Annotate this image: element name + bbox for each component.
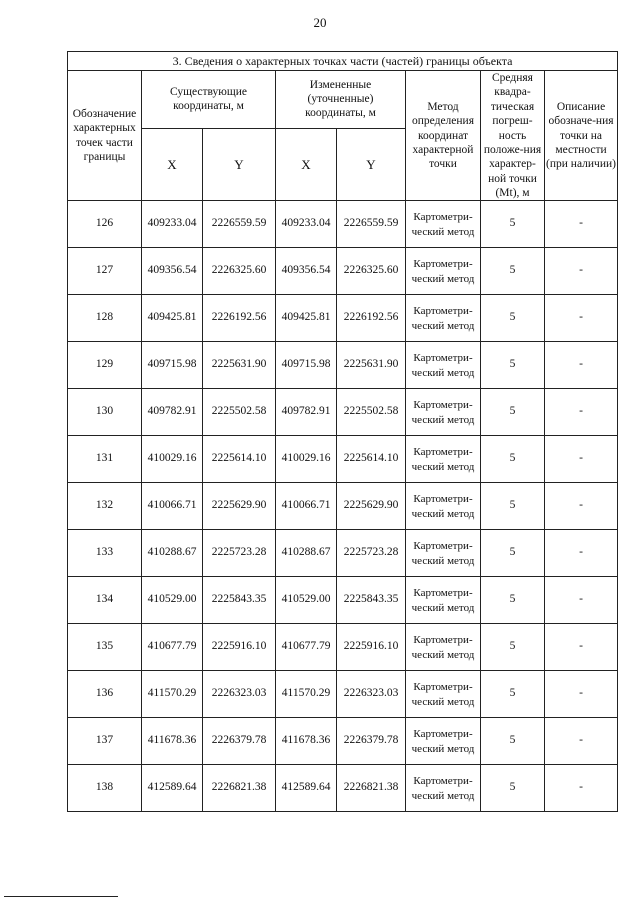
changed-y-cell: 2226192.56 [337, 295, 406, 342]
description-cell: - [545, 765, 618, 812]
existing-x-cell: 409233.04 [142, 201, 203, 248]
existing-y-cell: 2226821.38 [203, 765, 276, 812]
existing-x-cell: 409356.54 [142, 248, 203, 295]
changed-x-cell: 409233.04 [276, 201, 337, 248]
existing-y-cell: 2225614.10 [203, 436, 276, 483]
point-id-cell: 127 [68, 248, 142, 295]
table-row [68, 483, 618, 530]
point-id-cell: 138 [68, 765, 142, 812]
method-cell: Картометри-ческий метод [406, 295, 481, 342]
method-cell: Картометри-ческий метод [406, 389, 481, 436]
point-id-cell: 137 [68, 718, 142, 765]
table-row [68, 201, 618, 248]
accuracy-cell: 5 [481, 483, 545, 530]
accuracy-cell: 5 [481, 342, 545, 389]
changed-x-cell: 409715.98 [276, 342, 337, 389]
existing-x-cell: 410529.00 [142, 577, 203, 624]
table-row [68, 295, 618, 342]
existing-y-cell: 2226379.78 [203, 718, 276, 765]
description-cell: - [545, 201, 618, 248]
changed-y-cell: 2226325.60 [337, 248, 406, 295]
existing-x-cell: 412589.64 [142, 765, 203, 812]
table-row [68, 389, 618, 436]
method-cell: Картометри-ческий метод [406, 624, 481, 671]
changed-y-cell: 2225629.90 [337, 483, 406, 530]
point-id-cell: 128 [68, 295, 142, 342]
method-cell: Картометри-ческий метод [406, 765, 481, 812]
header-changed-x: X [276, 128, 337, 201]
header-existing-x: X [142, 128, 203, 201]
accuracy-cell: 5 [481, 718, 545, 765]
changed-x-cell: 409425.81 [276, 295, 337, 342]
point-id-cell: 126 [68, 201, 142, 248]
point-id-cell: 135 [68, 624, 142, 671]
description-cell: - [545, 577, 618, 624]
header-changed: Измененные (уточненные) координаты, м [276, 71, 406, 129]
existing-y-cell: 2226323.03 [203, 671, 276, 718]
method-cell: Картометри-ческий метод [406, 671, 481, 718]
point-id-cell: 130 [68, 389, 142, 436]
accuracy-cell: 5 [481, 530, 545, 577]
boundary-points-table [67, 51, 618, 812]
header-method: Метод определения координат характерной точки [406, 71, 481, 201]
changed-y-cell: 2225916.10 [337, 624, 406, 671]
changed-x-cell: 410288.67 [276, 530, 337, 577]
description-cell: - [545, 483, 618, 530]
accuracy-cell: 5 [481, 389, 545, 436]
changed-x-cell: 410677.79 [276, 624, 337, 671]
description-cell: - [545, 248, 618, 295]
footnote-separator [4, 896, 118, 897]
method-cell: Картометри-ческий метод [406, 248, 481, 295]
table-row [68, 342, 618, 389]
description-cell: - [545, 671, 618, 718]
table-row [68, 624, 618, 671]
table-row [68, 436, 618, 483]
table-row [68, 530, 618, 577]
changed-y-cell: 2225631.90 [337, 342, 406, 389]
method-cell: Картометри-ческий метод [406, 342, 481, 389]
method-cell: Картометри-ческий метод [406, 201, 481, 248]
existing-x-cell: 409715.98 [142, 342, 203, 389]
table-row [68, 248, 618, 295]
header-changed-y: Y [337, 128, 406, 201]
changed-x-cell: 410066.71 [276, 483, 337, 530]
accuracy-cell: 5 [481, 671, 545, 718]
changed-y-cell: 2226821.38 [337, 765, 406, 812]
accuracy-cell: 5 [481, 295, 545, 342]
existing-y-cell: 2226325.60 [203, 248, 276, 295]
page-number: 20 [313, 15, 327, 30]
changed-y-cell: 2225843.35 [337, 577, 406, 624]
existing-y-cell: 2225502.58 [203, 389, 276, 436]
existing-y-cell: 2225631.90 [203, 342, 276, 389]
accuracy-cell: 5 [481, 201, 545, 248]
changed-x-cell: 411570.29 [276, 671, 337, 718]
changed-x-cell: 411678.36 [276, 718, 337, 765]
changed-y-cell: 2225614.10 [337, 436, 406, 483]
table-row [68, 577, 618, 624]
existing-x-cell: 409425.81 [142, 295, 203, 342]
header-accuracy: Средняя квадра-тическая погреш-ность положе-ния характер-ной точки (Mt), м [481, 71, 545, 201]
point-id-cell: 136 [68, 671, 142, 718]
description-cell: - [545, 718, 618, 765]
changed-x-cell: 410529.00 [276, 577, 337, 624]
existing-y-cell: 2225916.10 [203, 624, 276, 671]
existing-x-cell: 411570.29 [142, 671, 203, 718]
point-id-cell: 133 [68, 530, 142, 577]
point-id-cell: 132 [68, 483, 142, 530]
accuracy-cell: 5 [481, 765, 545, 812]
table-row [68, 718, 618, 765]
changed-x-cell: 410029.16 [276, 436, 337, 483]
table-title: 3. Сведения о характерных точках части (частей) границы объекта [68, 52, 618, 71]
description-cell: - [545, 530, 618, 577]
changed-y-cell: 2226559.59 [337, 201, 406, 248]
method-cell: Картометри-ческий метод [406, 436, 481, 483]
description-cell: - [545, 624, 618, 671]
method-cell: Картометри-ческий метод [406, 483, 481, 530]
existing-y-cell: 2225629.90 [203, 483, 276, 530]
changed-x-cell: 409356.54 [276, 248, 337, 295]
changed-y-cell: 2226323.03 [337, 671, 406, 718]
existing-x-cell: 410677.79 [142, 624, 203, 671]
description-cell: - [545, 342, 618, 389]
changed-x-cell: 412589.64 [276, 765, 337, 812]
existing-x-cell: 411678.36 [142, 718, 203, 765]
point-id-cell: 129 [68, 342, 142, 389]
method-cell: Картометри-ческий метод [406, 530, 481, 577]
changed-y-cell: 2225502.58 [337, 389, 406, 436]
existing-y-cell: 2225843.35 [203, 577, 276, 624]
existing-y-cell: 2226192.56 [203, 295, 276, 342]
table-row [68, 765, 618, 812]
description-cell: - [545, 389, 618, 436]
existing-y-cell: 2226559.59 [203, 201, 276, 248]
existing-y-cell: 2225723.28 [203, 530, 276, 577]
existing-x-cell: 410029.16 [142, 436, 203, 483]
point-id-cell: 131 [68, 436, 142, 483]
header-designation: Обозначение характерных точек части границы [68, 71, 142, 201]
existing-x-cell: 409782.91 [142, 389, 203, 436]
existing-x-cell: 410288.67 [142, 530, 203, 577]
accuracy-cell: 5 [481, 248, 545, 295]
description-cell: - [545, 436, 618, 483]
changed-y-cell: 2226379.78 [337, 718, 406, 765]
accuracy-cell: 5 [481, 577, 545, 624]
header-existing: Существующие координаты, м [142, 71, 276, 129]
method-cell: Картометри-ческий метод [406, 577, 481, 624]
table-row [68, 671, 618, 718]
accuracy-cell: 5 [481, 624, 545, 671]
method-cell: Картометри-ческий метод [406, 718, 481, 765]
accuracy-cell: 5 [481, 436, 545, 483]
header-description: Описание обозначе-ния точки на местности (при наличии) [545, 71, 618, 201]
changed-x-cell: 409782.91 [276, 389, 337, 436]
changed-y-cell: 2225723.28 [337, 530, 406, 577]
header-existing-y: Y [203, 128, 276, 201]
description-cell: - [545, 295, 618, 342]
existing-x-cell: 410066.71 [142, 483, 203, 530]
point-id-cell: 134 [68, 577, 142, 624]
